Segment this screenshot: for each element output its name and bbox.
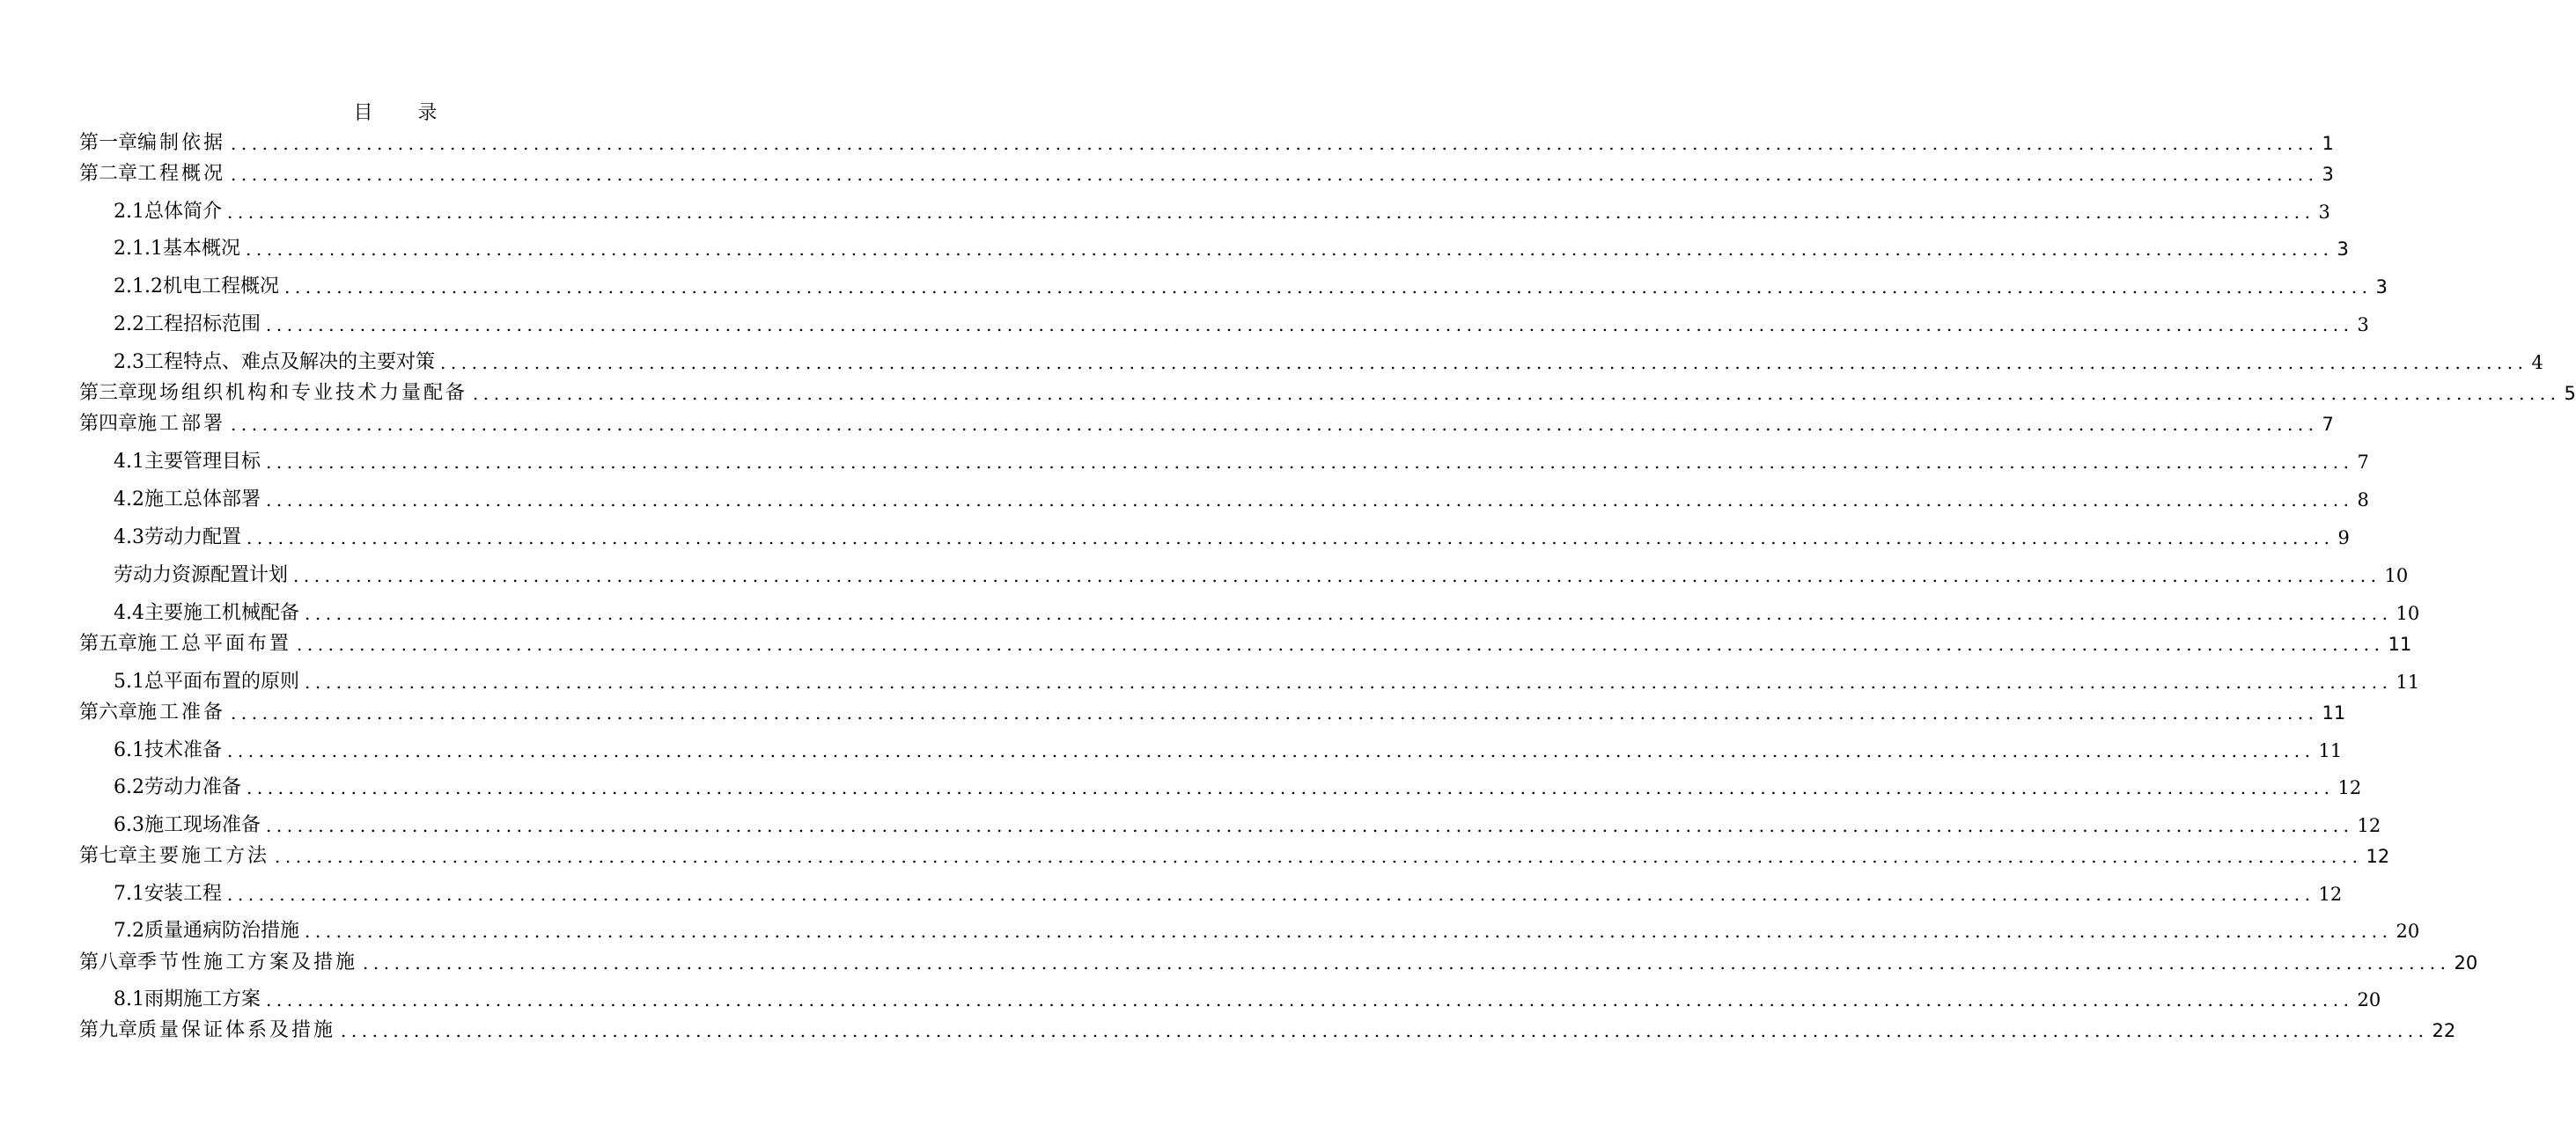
toc-entry-number: 4.2 xyxy=(114,489,144,511)
toc-entry-number: 第五章 xyxy=(79,633,138,655)
toc-page-number: 3 xyxy=(2318,202,2330,223)
toc-chapter-entry[interactable] xyxy=(79,1015,2456,1043)
toc-entry-title: 施工准备 xyxy=(137,702,226,724)
toc-entry-title: 工程概况 xyxy=(137,163,226,185)
toc-page-number: 8 xyxy=(2357,489,2369,511)
toc-dot-leader: ........................................................................................................................................................................................................ xyxy=(266,815,2354,836)
toc-dot-leader: ........................................................................................................................................................................................................ xyxy=(266,452,2354,473)
toc-dot-leader: ........................................................................................................................................................................................................ xyxy=(363,952,2451,973)
toc-chapter-entry[interactable] xyxy=(79,378,2576,406)
toc-dot-leader: ........................................................................................................................................................................................................ xyxy=(247,777,2335,798)
toc-page-number: 12 xyxy=(2337,777,2362,798)
toc-entry-number: 第三章 xyxy=(79,382,138,404)
toc-entry-title: 劳动力资源配置计划 xyxy=(114,564,289,586)
toc-page-number: 12 xyxy=(2366,846,2390,867)
toc-entry-number: 4.1 xyxy=(114,451,144,473)
toc-entry-title: 劳动力准备 xyxy=(144,776,242,798)
toc-dot-leader: ........................................................................................................................................................................................................ xyxy=(293,565,2381,586)
toc-section-entry[interactable] xyxy=(114,598,2420,626)
toc-dot-leader: ........................................................................................................................................................................................................ xyxy=(305,672,2393,693)
toc-entry-number: 7.2 xyxy=(114,920,144,942)
toc-section-entry[interactable] xyxy=(114,878,2343,907)
toc-entry-title: 技术准备 xyxy=(144,739,223,761)
toc-page-number: 12 xyxy=(2357,815,2381,836)
toc-entry-title: 总体简介 xyxy=(144,201,223,223)
toc-entry-title: 施工部署 xyxy=(137,413,226,435)
toc-entry-title: 机电工程概况 xyxy=(162,275,279,298)
toc-entry-title: 施工现场准备 xyxy=(144,814,261,836)
toc-page-number: 10 xyxy=(2396,603,2420,624)
toc-entry-title: 季节性施工方案及措施 xyxy=(137,951,358,973)
toc-entry-title: 主要管理目标 xyxy=(144,451,261,473)
toc-page-number: 9 xyxy=(2337,527,2350,548)
toc-entry-number: 4.4 xyxy=(114,602,144,624)
toc-entry-number: 第六章 xyxy=(79,702,138,724)
toc-entry-number: 6.2 xyxy=(114,776,144,798)
toc-entry-number: 第九章 xyxy=(79,1019,138,1041)
toc-section-entry[interactable] xyxy=(114,233,2349,261)
toc-entry-title: 施工总体部署 xyxy=(144,489,261,511)
toc-dot-leader: ........................................................................................................................................................................................................ xyxy=(473,383,2561,404)
toc-entry-title: 质量通病防治措施 xyxy=(144,920,300,942)
toc-section-entry[interactable] xyxy=(114,309,2369,337)
toc-dot-leader: ........................................................................................................................................................................................................ xyxy=(231,702,2319,724)
toc-section-entry[interactable] xyxy=(114,271,2388,299)
toc-chapter-entry[interactable] xyxy=(79,628,2412,657)
toc-entry-number: 2.1.1 xyxy=(114,238,163,260)
toc-page-number: 4 xyxy=(2531,352,2543,373)
toc-chapter-entry[interactable] xyxy=(79,408,2334,437)
toc-page-number: 3 xyxy=(2375,276,2388,298)
toc-section-entry[interactable] xyxy=(114,446,2369,474)
toc-entry-number: 2.3 xyxy=(114,351,144,373)
toc-entry-title: 总平面布置的原则 xyxy=(144,671,300,693)
toc-page-number: 11 xyxy=(2388,634,2412,655)
toc-dot-leader: ........................................................................................................................................................................................................ xyxy=(275,846,2363,867)
toc-entry-number: 第七章 xyxy=(79,845,138,867)
toc-dot-leader: ........................................................................................................................................................................................................ xyxy=(227,202,2315,223)
toc-page-number: 11 xyxy=(2322,702,2346,724)
toc-section-entry[interactable] xyxy=(114,735,2343,763)
toc-entry-title: 劳动力配置 xyxy=(144,526,242,548)
toc-entry-number: 6.1 xyxy=(114,739,144,761)
toc-section-entry[interactable] xyxy=(114,484,2369,512)
toc-chapter-entry[interactable] xyxy=(79,947,2478,975)
toc-section-entry[interactable] xyxy=(114,196,2330,224)
toc-dot-leader: ........................................................................................................................................................................................................ xyxy=(247,527,2335,548)
toc-dot-leader: ........................................................................................................................................................................................................ xyxy=(231,414,2319,435)
toc-page-number: 20 xyxy=(2454,952,2478,973)
toc-dot-leader: ........................................................................................................................................................................................................ xyxy=(284,276,2373,298)
toc-entry-number: 7.1 xyxy=(114,883,144,905)
toc-section-entry[interactable] xyxy=(114,522,2350,550)
toc-entry-number: 5.1 xyxy=(114,671,144,693)
toc-page-number: 11 xyxy=(2318,740,2343,761)
toc-section-entry[interactable] xyxy=(114,666,2420,694)
toc-page-number: 10 xyxy=(2384,565,2409,586)
toc-page-number: 3 xyxy=(2322,164,2334,185)
toc-dot-leader: ........................................................................................................................................................................................................ xyxy=(231,133,2319,154)
toc-chapter-entry[interactable] xyxy=(79,841,2390,869)
toc-page-number: 12 xyxy=(2318,884,2343,905)
toc-section-entry[interactable] xyxy=(114,560,2409,588)
toc-section-entry[interactable] xyxy=(114,915,2420,944)
toc-entry-title: 工程招标范围 xyxy=(144,313,261,335)
toc-section-entry[interactable] xyxy=(114,347,2543,375)
toc-entry-number: 2.1.2 xyxy=(114,275,163,298)
toc-entry-title: 现场组织机构和专业技术力量配备 xyxy=(137,382,468,404)
toc-entry-title: 基本概况 xyxy=(162,238,240,260)
toc-entry-number: 2.2 xyxy=(114,313,144,335)
toc-section-entry[interactable] xyxy=(114,810,2381,838)
toc-chapter-entry[interactable] xyxy=(79,128,2334,156)
toc-entry-number: 2.1 xyxy=(114,201,144,223)
toc-page-number: 11 xyxy=(2396,672,2420,693)
toc-entry-title: 雨期施工方案 xyxy=(144,988,261,1010)
toc-entry-number: 6.3 xyxy=(114,814,144,836)
toc-page-number: 20 xyxy=(2357,989,2381,1010)
toc-dot-leader: ........................................................................................................................................................................................................ xyxy=(227,740,2315,761)
toc-entry-number: 第二章 xyxy=(79,163,138,185)
toc-dot-leader: ........................................................................................................................................................................................................ xyxy=(266,314,2354,335)
toc-dot-leader: ........................................................................................................................................................................................................ xyxy=(266,989,2354,1010)
toc-chapter-entry[interactable] xyxy=(79,697,2346,725)
toc-entry-number: 8.1 xyxy=(114,988,144,1010)
toc-entry-title: 主要施工机械配备 xyxy=(144,602,300,624)
toc-entry-title: 安装工程 xyxy=(144,883,223,905)
toc-page-number: 3 xyxy=(2337,239,2349,260)
toc-page-number: 7 xyxy=(2322,414,2334,435)
toc-dot-leader: ........................................................................................................................................................................................................ xyxy=(246,239,2334,260)
toc-entry-title: 工程特点、难点及解决的主要对策 xyxy=(144,351,436,373)
toc-dot-leader: ........................................................................................................................................................................................................ xyxy=(297,634,2385,655)
toc-dot-leader: ........................................................................................................................................................................................................ xyxy=(341,1020,2429,1041)
toc-dot-leader: ........................................................................................................................................................................................................ xyxy=(266,489,2354,511)
toc-dot-leader: ........................................................................................................................................................................................................ xyxy=(305,603,2393,624)
toc-page-number: 7 xyxy=(2357,452,2369,473)
toc-page-number: 3 xyxy=(2357,314,2369,335)
toc-page-number: 1 xyxy=(2322,133,2334,154)
toc-entry-number: 第八章 xyxy=(79,951,138,973)
toc-entry-number: 第四章 xyxy=(79,413,138,435)
toc-entry-title: 质量保证体系及措施 xyxy=(137,1019,336,1041)
toc-dot-leader: ........................................................................................................................................................................................................ xyxy=(440,352,2528,373)
toc-page-number: 22 xyxy=(2432,1020,2456,1041)
toc-section-entry[interactable] xyxy=(114,984,2381,1012)
toc-entry-title: 编制依据 xyxy=(137,132,226,154)
toc-section-entry[interactable] xyxy=(114,772,2362,800)
toc-dot-leader: ........................................................................................................................................................................................................ xyxy=(227,884,2315,905)
toc-entry-title: 施工总平面布置 xyxy=(137,633,292,655)
toc-page-number: 20 xyxy=(2396,921,2420,942)
toc-title: 目 录 xyxy=(353,102,457,124)
toc-entry-number: 4.3 xyxy=(114,526,144,548)
toc-page-number: 5 xyxy=(2564,383,2576,404)
toc-dot-leader: ........................................................................................................................................................................................................ xyxy=(305,921,2393,942)
toc-chapter-entry[interactable] xyxy=(79,158,2334,187)
toc-entry-number: 第一章 xyxy=(79,132,138,154)
toc-dot-leader: ........................................................................................................................................................................................................ xyxy=(231,164,2319,185)
toc-entry-title: 主要施工方法 xyxy=(137,845,270,867)
